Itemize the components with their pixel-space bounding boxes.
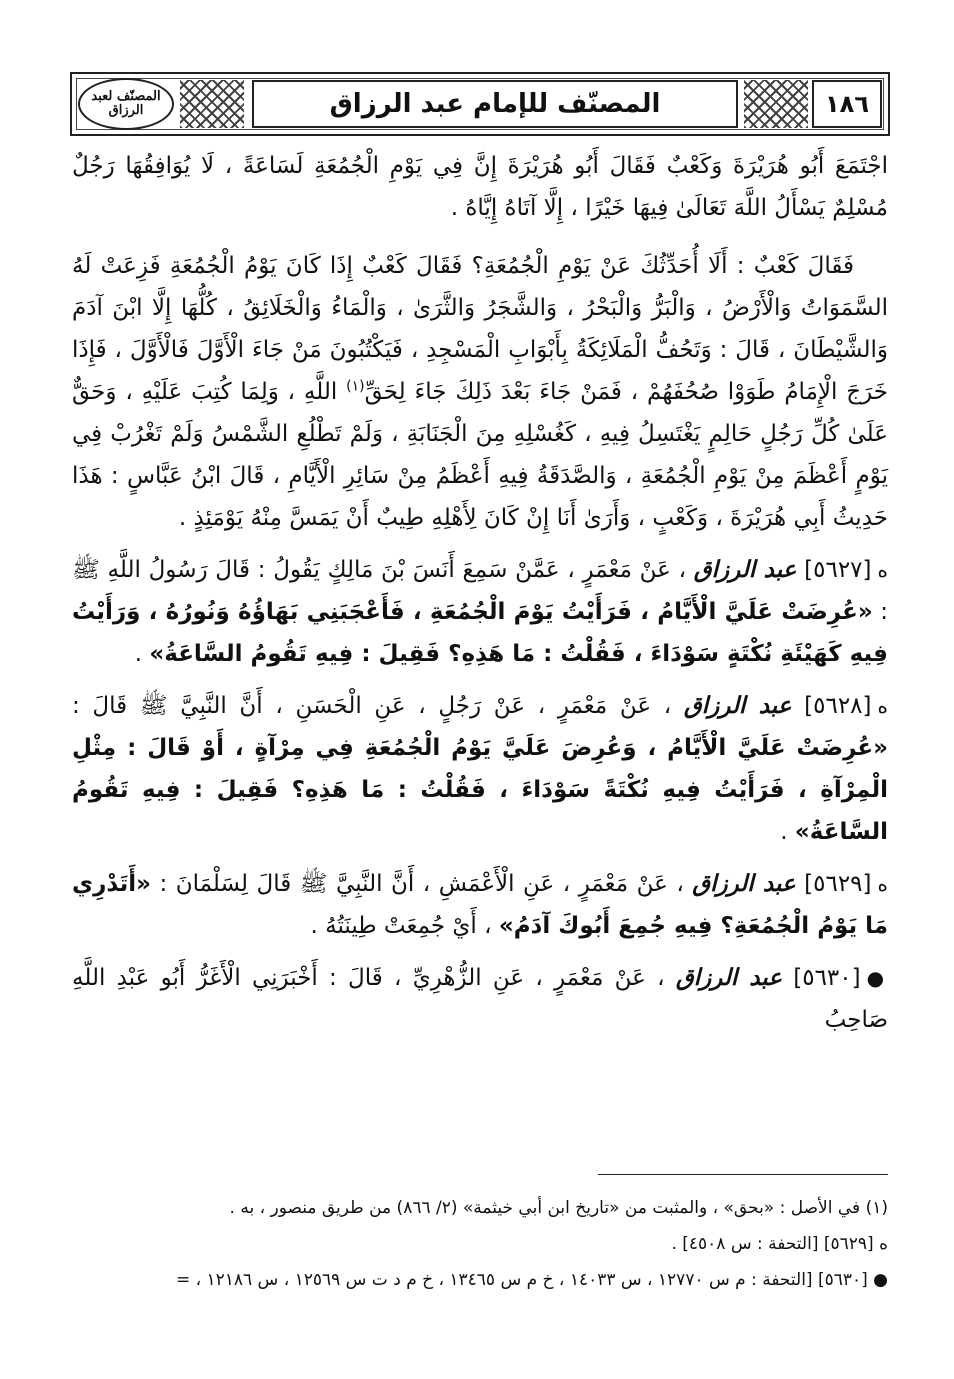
header-title-box bbox=[252, 80, 738, 128]
narrator-name: عبد الرزاق bbox=[692, 870, 796, 897]
book-title: المصنّف للإمام عبد الرزاق bbox=[329, 89, 661, 119]
hadith-number: [٥٦٢٨] bbox=[804, 693, 872, 719]
paragraph-text: اللَّهِ ، وَلِمَا كُتِبَ عَلَيْهِ ، وَحَقٌّ عَلَىٰ كُلِّ رَجُلٍ حَالِمٍ يَغْتَسِلُ فِيهِ ، كَغُسْلِهِ مِنَ الْجَنَابَةِ ، وَلَمْ تَطْلُعِ الشَّمْسُ وَلَمْ تَغْرُبْ فِي يَوْمٍ أَعْظَمَ مِنْ يَوْمِ الْجُمُعَةِ ، وَالصَّدَقَةُ فِيهِ أَعْظَمُ مِنْ سَائِرِ الْأَيَّامِ ، قَالَ ابْنُ عَبَّاسٍ : هَذَا حَدِيثُ أَبِي هُرَيْرَةَ ، وَكَعْبٍ ، وَأَرَىٰ أَنَا إِنْ كَانَ لِأَهْلِهِ طِيبٌ أَنْ يَمَسَّ مِنْهُ يَوْمَئِذٍ . bbox=[72, 379, 888, 531]
hadith-marker: ه bbox=[877, 558, 889, 582]
hadith-5629 bbox=[72, 863, 888, 947]
footnotes bbox=[40, 1190, 888, 1298]
main-text bbox=[72, 145, 888, 1051]
hadith-end: . bbox=[780, 819, 795, 845]
hadith-5628 bbox=[72, 685, 888, 853]
hadith-number: [٥٦٢٩] bbox=[804, 871, 872, 897]
hadith-matn: «عُرِضَتْ عَلَيَّ الْأَيَّامُ ، فَرَأَيْتُ يَوْمَ الْجُمُعَةِ ، فَأَعْجَبَنِي بَهَاؤُهُ وَنُورُهُ ، وَرَأَيْتُ فِيهِ كَهَيْئَةِ نُكْتَةٍ سَوْدَاءَ ، فَقُلْتُ : مَا هَذِهِ؟ فَقِيلَ : فِيهِ تَقُومُ السَّاعَةُ» bbox=[72, 599, 888, 667]
header-ornament-right bbox=[744, 80, 808, 128]
narrator-name: عبد الرزاق bbox=[683, 692, 792, 719]
hadith-marker: ● bbox=[866, 966, 889, 990]
footnote-takhrij-5630: ● [٥٦٣٠] [التحفة : م س ١٢٧٧٠ ، س ١٤٠٣٣ ، خ م س ١٣٤٦٥ ، خ م د ت س ١٢٥٦٩ ، س ١٢١٨٦ ، = bbox=[175, 1270, 888, 1290]
isnad-chain: ، عَنْ مَعْمَرٍ ، عَمَّنْ سَمِعَ أَنَسَ بْنَ مَالِكٍ يَقُولُ : قَالَ رَسُولُ اللَّهِ ﷺ : bbox=[72, 557, 889, 625]
page-number: ١٨٦ bbox=[825, 90, 869, 118]
isnad-chain: ، عَنْ مَعْمَرٍ ، عَنْ رَجُلٍ ، عَنِ الْحَسَنِ ، أَنَّ النَّبِيَّ ﷺ قَالَ : bbox=[72, 693, 684, 719]
isnad-chain: ، عَنْ مَعْمَرٍ ، عَنِ الزُّهْرِيِّ ، قَالَ : أَخْبَرَنِي الْأَغَرُّ أَبُو عَبْدِ اللَّهِ صَاحِبُ bbox=[72, 965, 888, 1033]
paragraph-text: فَقَالَ كَعْبٌ : أَلَا أُحَدِّثُكَ عَنْ يَوْمِ الْجُمُعَةِ؟ فَقَالَ كَعْبٌ إِذَا كَانَ يَوْمُ الْجُمُعَةِ فَزِعَتْ لَهُ السَّمَوَاتُ وَالْأَرْضُ ، وَالْبَرُّ وَالْبَحْرُ ، وَالشَّجَرُ وَالثَّرَىٰ ، وَالْمَاءُ وَالْخَلَائِقُ ، كُلُّهَا إِلَّا ابْنَ آدَمَ وَالشَّيْطَانَ ، قَالَ : وَتَحُفُّ الْمَلَائِكَةُ بِأَبْوَابِ الْمَسْجِدِ ، فَيَكْتُبُونَ مَنْ جَاءَ الْأَوَّلَ فَالْأَوَّلَ ، فَإِذَا خَرَجَ الْإِمَامُ طَوَوْا صُحُفَهُمْ ، فَمَنْ جَاءَ بَعْدَ ذَلِكَ جَاءَ لِحَقِّ bbox=[72, 253, 888, 405]
narrator-name: عبد الرزاق bbox=[693, 556, 797, 583]
header-ornament-left bbox=[180, 80, 244, 128]
hadith-matn: «عُرِضَتْ عَلَيَّ الْأَيَّامُ ، وَعُرِضَ عَلَيَّ يَوْمُ الْجُمُعَةِ فِي مِرْآةٍ ، أَوْ قَالَ : مِثْلِ الْمِرْآةِ ، فَرَأَيْتُ فِيهِ نُكْتَةً سَوْدَاءَ ، فَقُلْتُ : مَا هَذِهِ؟ فَقِيلَ : فِيهِ تَقُومُ السَّاعَةُ» bbox=[72, 735, 888, 845]
page-number-box bbox=[812, 80, 882, 128]
footnote-divider bbox=[598, 1174, 888, 1175]
hadith-end: ، أَيْ جُمِعَتْ طِينَتُهُ . bbox=[310, 913, 499, 939]
hadith-number: [٥٦٣٠] bbox=[793, 965, 861, 991]
footnote-takhrij-5629: ه [٥٦٢٩] [التحفة : س ٤٥٠٨] . bbox=[671, 1234, 888, 1254]
hadith-marker: ه bbox=[877, 872, 888, 896]
paragraph-intro bbox=[72, 145, 888, 229]
paragraph-text: اجْتَمَعَ أَبُو هُرَيْرَةَ وَكَعْبٌ فَقَالَ أَبُو هُرَيْرَةَ إِنَّ فِي يَوْمِ الْجُمُعَةِ لَسَاعَةً ، لَا يُوَافِقُهَا رَجُلٌ مُسْلِمٌ يَسْأَلُ اللَّهَ تَعَالَىٰ فِيهَا خَيْرًا ، إِلَّا آتَاهُ إِيَّاهُ . bbox=[72, 153, 888, 221]
hadith-marker: ه bbox=[877, 694, 889, 718]
narrator-name: عبد الرزاق bbox=[675, 964, 782, 991]
page-header bbox=[70, 72, 890, 136]
hadith-5627 bbox=[72, 549, 888, 675]
footnote-reference[interactable]: (١) bbox=[346, 378, 365, 395]
book-seal-logo bbox=[78, 78, 174, 130]
footnote-1: (١) في الأصل : «بحق» ، والمثبت من «تاريخ ابن أبي خيثمة» (٢/ ٨٦٦) من طريق منصور ، به . bbox=[229, 1198, 888, 1218]
hadith-matn: «أَتَدْرِي مَا يَوْمُ الْجُمُعَةِ؟ فِيهِ جُمِعَ أَبُوكَ آدَمُ» bbox=[72, 871, 888, 939]
hadith-number: [٥٦٢٧] bbox=[804, 557, 872, 583]
isnad-chain: ، عَنْ مَعْمَرٍ ، عَنِ الْأَعْمَشِ ، أَنَّ النَّبِيَّ ﷺ قَالَ لِسَلْمَانَ : bbox=[150, 871, 693, 897]
hadith-end: . bbox=[134, 641, 150, 667]
seal-text: المصنّف لعبد الرزاق bbox=[91, 89, 161, 118]
hadith-5630 bbox=[72, 957, 888, 1041]
paragraph-kaab bbox=[72, 245, 888, 539]
